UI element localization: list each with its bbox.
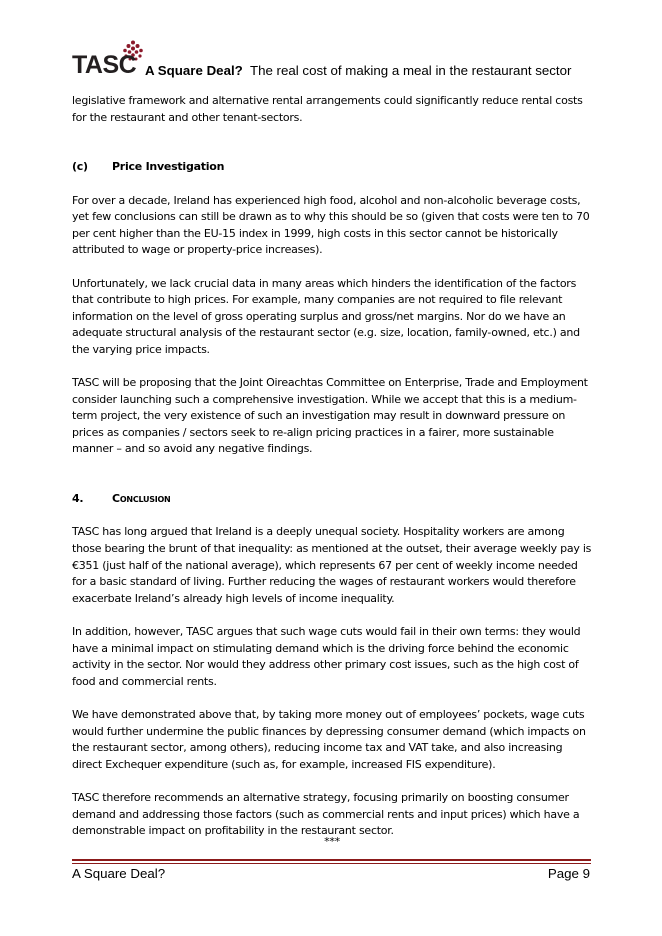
section-4-number: 4.	[72, 492, 84, 506]
intro-paragraph: legislative framework and alternative rental arrangements could significantly reduce rental costs for the restaurant and other tenant-sectors.	[72, 94, 583, 124]
document-title-bold: A Square Deal?	[145, 63, 243, 78]
footer-rule-thick	[72, 859, 591, 861]
document-title-subtitle: The real cost of making a meal in the restaurant sector	[249, 63, 572, 78]
section-4-title: Conclusion	[112, 492, 171, 506]
section-4-paragraph-2: In addition, however, TASC argues that such wage cuts would fail in their own terms: they would have a minimal impact on stimulating demand which is the driving force behind the economic activity in the sector. Nor would they address other primary cost issues, such as the high cost of food and commercial rents.	[72, 625, 581, 688]
section-c-paragraph-1: For over a decade, Ireland has experienced high food, alcohol and non-alcoholic beverage costs, yet few conclusions can still be drawn as to why this should be so (given that costs were ten to 70 per cent higher than the EU-15 index in 1999, high costs in this sector cannot be historically attributed to wage or property-price increases).	[72, 193, 590, 257]
tasc-logo	[72, 38, 148, 78]
end-mark: ***	[324, 834, 340, 848]
document-body	[72, 93, 592, 848]
section-4-heading	[72, 491, 592, 508]
document-title	[145, 63, 571, 79]
page-number: Page 9	[547, 866, 590, 881]
section-4-paragraph-3: We have demonstrated above that, by taking more money out of employees’ pockets, wage cuts would further undermine the public finances by depressing consumer demand (which impacts on the restaurant sector, among others), reducing income tax and VAT take, and also increasing direct Exchequer expenditure (such as, for example, increased FIS expenditure).	[72, 707, 586, 771]
section-4-paragraph-1: TASC has long argued that Ireland is a deeply unequal society. Hospitality workers are among those bearing the brunt of that inequality: as mentioned at the outset, their average weekly pay is €351 (just half of the national average), which represents 67 per cent of weekly income needed for a basic standard of living. Further reducing the wages of restaurant workers would therefore exacerbate Ireland’s already high levels of income inequality.	[72, 525, 592, 605]
section-c-paragraph-2: Unfortunately, we lack crucial data in many areas which hinders the identification of the factors that contribute to high prices. For example, many companies are not required to file relevant information on the level of gross operating surplus and gross/net margins. Nor do we have an adequate structural analysis of the restaurant sector (e.g. size, location, family-owned, etc.) and the varying price impacts.	[72, 276, 580, 356]
footer-rule-thin	[72, 863, 591, 864]
logo-text: TASC	[72, 51, 137, 79]
section-c-heading	[72, 159, 592, 176]
section-c-paragraph-3: TASC will be proposing that the Joint Oireachtas Committee on Enterprise, Trade and Employment consider launching such a comprehensive investigation. While we accept that this is a medium-term project, the very existence of such an investigation may result in downward pressure on prices as companies / sectors seek to re-align pricing practices in a fairer, more sustainable manner – and so avoid any negative findings.	[72, 376, 588, 456]
section-c-number: (c)	[72, 160, 88, 174]
page-header	[72, 38, 592, 78]
section-c-title: Price Investigation	[112, 160, 225, 174]
footer-title: A Square Deal?	[72, 866, 166, 881]
section-4-paragraph-4: TASC therefore recommends an alternative strategy, focusing primarily on boosting consumer demand and addressing those factors (such as commercial rents and input prices) which have a demonstrable impact on profitability in the restaurant sector.	[72, 790, 580, 838]
